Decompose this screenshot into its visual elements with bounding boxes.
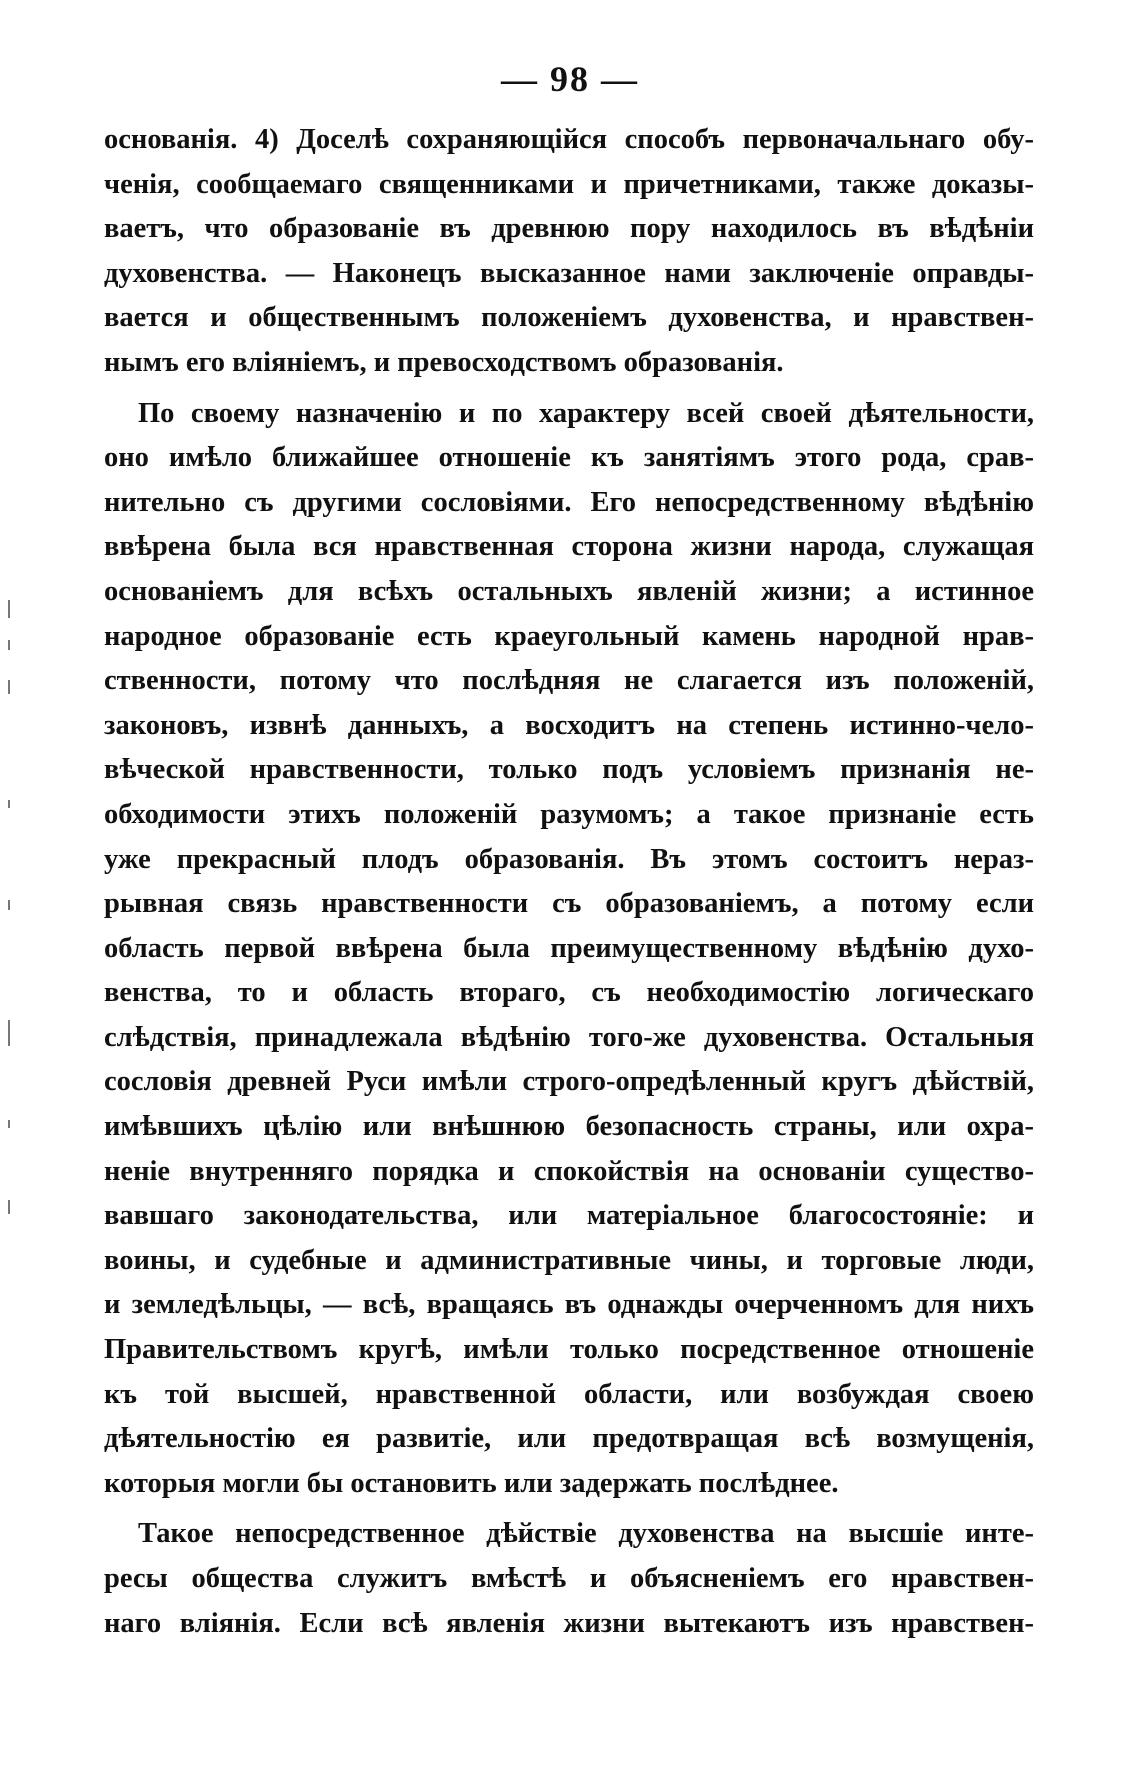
text-line: ваетъ, что образованіе въ древнюю пору находилось въ вѣдѣніи bbox=[104, 213, 1034, 245]
text-line: дѣятельностію ея развитіе, или предотвращая всѣ возмущенія, bbox=[104, 1423, 1034, 1455]
text-line: духовенства. — Наконецъ высказанное нами заключеніе оправды- bbox=[104, 257, 1034, 289]
text-line: слѣдствія, принадлежала вѣдѣнію того-же духовенства. Остальныя bbox=[104, 1021, 1034, 1053]
text-line: вѣческой нравственности, только подъ условіемъ признанія не- bbox=[104, 754, 1034, 786]
text-line: и земледѣльцы, — всѣ, вращаясь въ однажды очерченномъ для нихъ bbox=[104, 1289, 1034, 1321]
text-line: ченія, сообщаемаго священниками и причетниками, также доказы- bbox=[104, 168, 1034, 200]
text-line: ввѣрена была вся нравственная сторона жизни народа, служащая bbox=[104, 531, 1034, 563]
paragraph bbox=[104, 392, 1034, 1507]
paragraph bbox=[104, 1512, 1034, 1646]
text-line: основаніемъ для всѣхъ остальныхъ явленій жизни; а истинное bbox=[104, 575, 1034, 607]
body-text bbox=[104, 118, 1034, 1646]
paragraph bbox=[104, 118, 1034, 386]
margin-scan-marks bbox=[4, 600, 16, 1300]
text-line: венства, то и область втораго, съ необходимостію логическаго bbox=[104, 977, 1034, 1009]
text-line: основанія. 4) Доселѣ сохраняющійся способъ первоначальнаго обу- bbox=[104, 124, 1034, 155]
text-line: обходимости этихъ положеній разумомъ; а такое признаніе есть bbox=[104, 798, 1034, 830]
text-line: уже прекрасный плодъ образованія. Въ этомъ состоитъ нераз- bbox=[104, 843, 1034, 875]
text-line: оно имѣло ближайшее отношеніе къ занятіямъ этого рода, срав- bbox=[104, 442, 1034, 474]
text-line: наго вліянія. Если всѣ явленія жизни вытекаютъ изъ нравствен- bbox=[104, 1607, 1034, 1639]
text-line: къ той высшей, нравственной области, или возбуждая своею bbox=[104, 1378, 1034, 1410]
text-line: вавшаго законодательства, или матеріальное благосостояніе: и bbox=[104, 1200, 1034, 1232]
text-line: народное образованіе есть краеугольный камень народной нрав- bbox=[104, 620, 1034, 652]
text-line: рывная связь нравственности съ образованіемъ, а потому если bbox=[104, 888, 1034, 920]
text-line: Такое непосредственное дѣйствіе духовенства на высшіе инте- bbox=[138, 1518, 1034, 1550]
text-line: По своему назначенію и по характеру всей своей дѣятельности, bbox=[138, 397, 1034, 429]
text-line: вается и общественнымъ положеніемъ духовенства, и нравствен- bbox=[104, 302, 1034, 334]
text-line: сословія древней Руси имѣли строго-опредѣленный кругъ дѣйствій, bbox=[104, 1066, 1034, 1098]
text-line: нымъ его вліяніемъ, и превосходствомъ образованія. bbox=[104, 346, 784, 378]
page-number: — 98 — bbox=[501, 59, 639, 99]
text-line: ственности, потому что послѣдняя не слагается изъ положеній, bbox=[104, 665, 1034, 697]
text-line: Правительствомъ кругѣ, имѣли только посредственное отношеніе bbox=[104, 1334, 1034, 1366]
text-line: ресы общества служитъ вмѣстѣ и объясненіемъ его нравствен- bbox=[104, 1563, 1034, 1594]
text-line: нительно съ другими сословіями. Его непосредственному вѣдѣнію bbox=[104, 486, 1034, 518]
text-line: неніе внутренняго порядка и спокойствія на основаніи существо- bbox=[104, 1155, 1034, 1187]
text-line: имѣвшихъ цѣлію или внѣшнюю безопасность страны, или охра- bbox=[104, 1111, 1034, 1143]
text-line: область первой ввѣрена была преимущественному вѣдѣнію духо- bbox=[104, 932, 1034, 964]
text-line: воины, и судебные и административные чины, и торговые люди, bbox=[104, 1244, 1034, 1276]
text-line: которыя могли бы остановить или задержать послѣднее. bbox=[104, 1467, 839, 1499]
text-line: законовъ, извнѣ данныхъ, а восходитъ на степень истинно-чело- bbox=[104, 709, 1034, 741]
